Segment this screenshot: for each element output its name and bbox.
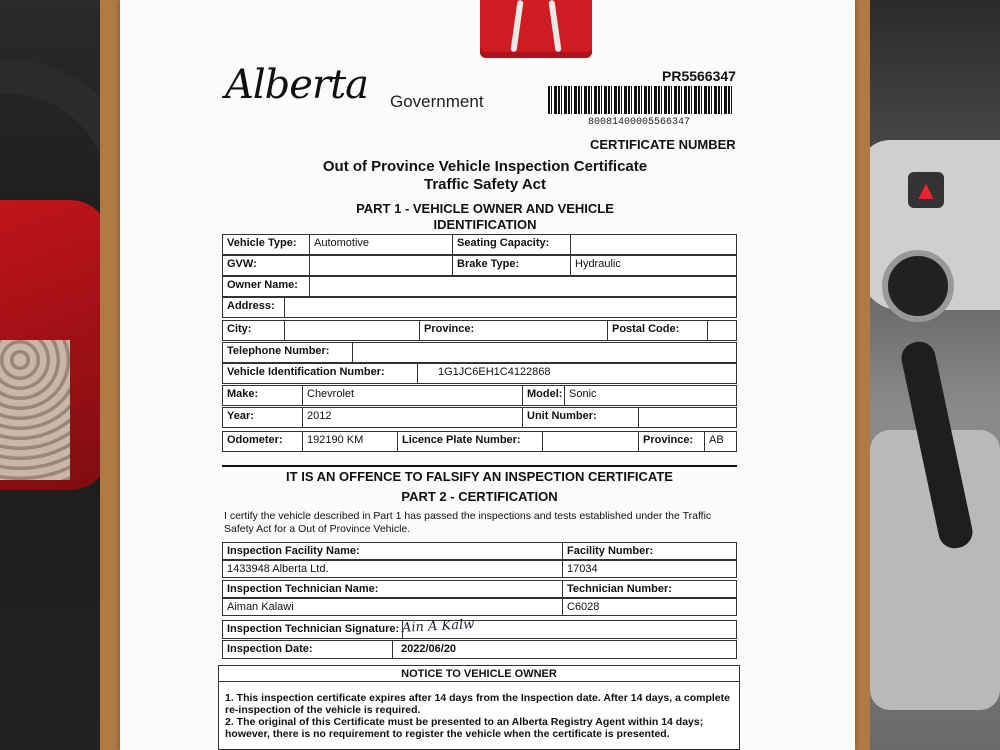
brake-type-value: Hydraulic <box>575 258 621 270</box>
act-title: Traffic Safety Act <box>424 176 546 193</box>
vehicle-province-label: Province: <box>639 432 705 451</box>
row-telephone <box>222 342 737 363</box>
row-facility-labels <box>222 542 737 560</box>
row-odometer <box>222 431 737 452</box>
certificate-number-label: CERTIFICATE NUMBER <box>590 137 736 152</box>
row-make <box>222 385 737 406</box>
row-technician-values <box>222 598 737 616</box>
model-value: Sonic <box>569 388 597 400</box>
facility-name-value: 1433948 Alberta Ltd. <box>223 561 563 577</box>
telephone-label: Telephone Number: <box>223 343 353 362</box>
odometer-label: Odometer: <box>223 432 303 451</box>
gvw-label: GVW: <box>223 256 310 275</box>
main-title: Out of Province Vehicle Inspection Certificate <box>322 158 648 175</box>
row-year <box>222 407 737 428</box>
unit-number-label: Unit Number: <box>523 408 639 427</box>
province-label: Province: <box>420 321 608 340</box>
inspection-date-label: Inspection Date: <box>223 641 393 658</box>
row-address <box>222 297 737 318</box>
barcode <box>548 86 732 114</box>
gravel-outside <box>0 340 70 480</box>
signature-label: Inspection Technician Signature: <box>223 621 403 638</box>
address-label: Address: <box>223 298 285 317</box>
row-facility-values <box>222 560 737 578</box>
seating-capacity-label: Seating Capacity: <box>453 235 571 254</box>
government-label: Government <box>390 92 484 111</box>
part1-subtitle: IDENTIFICATION <box>433 217 537 232</box>
row-owner-name <box>222 276 737 297</box>
city-value <box>285 321 420 340</box>
inspection-date-value: 2022/06/20 <box>401 643 457 655</box>
vehicle-type-value: Automotive <box>310 235 453 254</box>
technician-number-value: C6028 <box>567 601 600 613</box>
certification-statement: I certify the vehicle described in Part 1 has passed the inspections and tests established under the Traffic Safety Act for a Out of Province Vehicle. <box>224 510 712 535</box>
vehicle-province-value: AB <box>709 434 724 446</box>
row-vin <box>222 363 737 384</box>
barcode-number: 80081400005566347 <box>588 117 691 128</box>
notice-item-1: 1. This inspection certificate expires after 14 days from the Inspection date. After 14 days, a complete re-inspection of the vehicle is required. <box>225 692 730 716</box>
year-label: Year: <box>223 408 303 427</box>
brake-type-label: Brake Type: <box>453 256 571 275</box>
gvw-value <box>310 256 453 275</box>
vin-value: 1G1JC6EH1C4122868 <box>438 366 551 378</box>
postal-code-label: Postal Code: <box>608 321 708 340</box>
licence-plate-value <box>543 432 639 451</box>
owner-name-label: Owner Name: <box>223 277 310 296</box>
odometer-value: 192190 KM <box>303 432 398 451</box>
technician-number-label: Technician Number: <box>567 583 672 595</box>
notice-title: NOTICE TO VEHICLE OWNER <box>219 666 739 682</box>
hazard-icon: ▲ <box>908 172 944 208</box>
row-city <box>222 320 737 341</box>
climate-knob <box>882 250 954 322</box>
alberta-logo: Alberta <box>225 62 368 108</box>
row-vehicle-type <box>222 234 737 255</box>
row-signature <box>222 620 737 639</box>
city-label: City: <box>223 321 285 340</box>
certificate-id: PR5566347 <box>662 68 736 84</box>
make-label: Make: <box>223 386 303 405</box>
unit-number-value <box>639 408 736 427</box>
make-value: Chevrolet <box>303 386 523 405</box>
notice-item-2: 2. The original of this Certificate must be presented to an Alberta Registry Agent within 14 days; however, there is no requirement to register the vehicle when the certificate is presented. <box>225 716 704 740</box>
seating-capacity-value <box>571 235 736 254</box>
row-inspection-date <box>222 640 737 659</box>
clipboard-clip <box>480 0 592 58</box>
part2-title: PART 2 - CERTIFICATION <box>401 489 558 504</box>
licence-plate-label: Licence Plate Number: <box>398 432 543 451</box>
row-gvw <box>222 255 737 276</box>
vehicle-type-label: Vehicle Type: <box>223 235 310 254</box>
technician-name-label: Inspection Technician Name: <box>223 581 563 597</box>
technician-name-value: Aiman Kalawi <box>223 599 563 615</box>
facility-name-label: Inspection Facility Name: <box>223 543 563 559</box>
technician-signature: Ain A Kalw <box>401 617 475 636</box>
part1-title: PART 1 - VEHICLE OWNER AND VEHICLE <box>356 201 614 216</box>
notice-box <box>218 665 740 750</box>
facility-number-label: Facility Number: <box>567 545 654 557</box>
row-technician-labels <box>222 580 737 598</box>
year-value: 2012 <box>303 408 523 427</box>
facility-number-value: 17034 <box>567 563 598 575</box>
car-interior-right <box>850 0 1000 750</box>
offence-warning: IT IS AN OFFENCE TO FALSIFY AN INSPECTION CERTIFICATE <box>222 465 737 484</box>
vin-label: Vehicle Identification Number: <box>223 364 418 383</box>
model-label: Model: <box>523 386 565 405</box>
